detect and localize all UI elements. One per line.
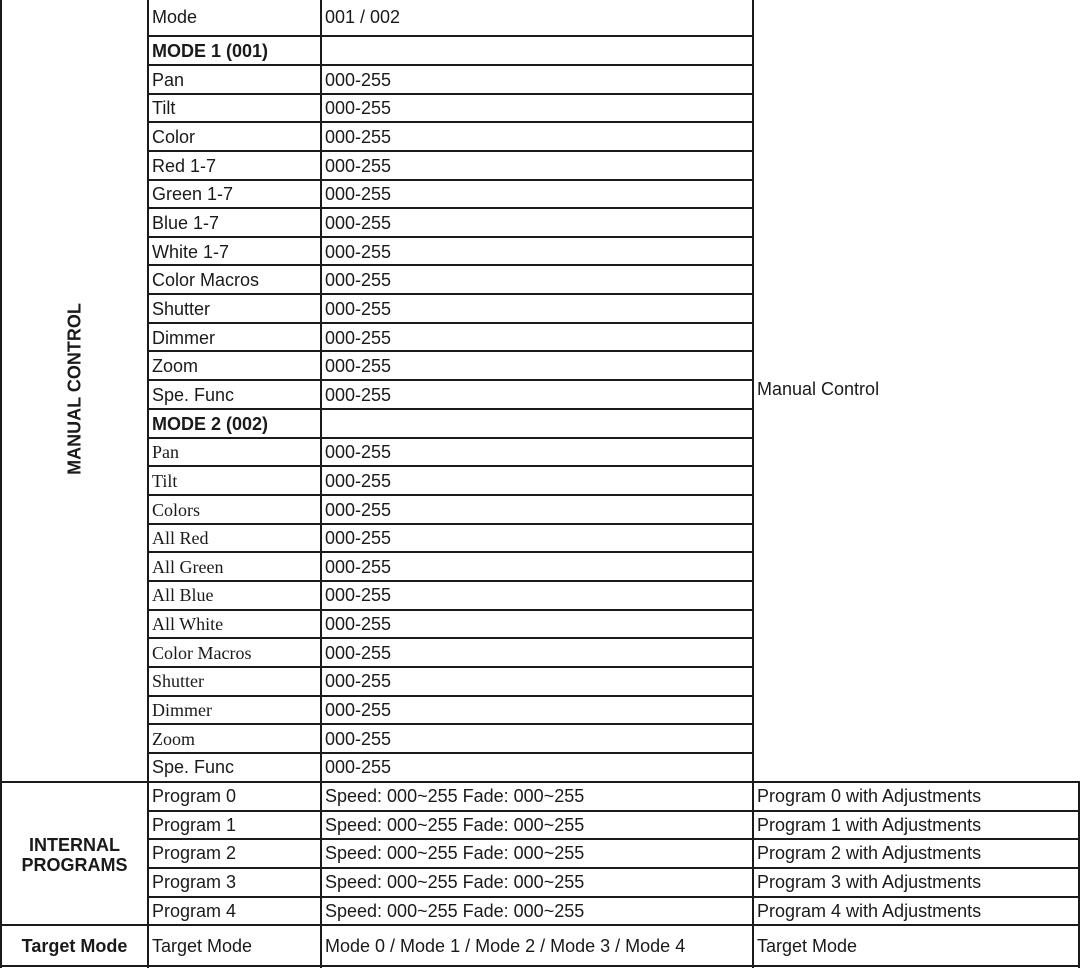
program-label: Program 3 — [152, 872, 237, 892]
row-divider — [147, 810, 1080, 812]
row-divider — [147, 121, 754, 123]
row-divider — [147, 580, 754, 582]
row-value: 000-255 — [325, 757, 392, 777]
row-divider — [147, 437, 754, 439]
target-mode-label: Target Mode — [152, 936, 253, 956]
program-label: Program 4 — [152, 901, 237, 921]
row-value: 000-255 — [325, 729, 392, 749]
row-label: Shutter — [152, 671, 204, 691]
row-divider — [147, 867, 1080, 869]
program-description: Program 2 with Adjustments — [757, 843, 982, 863]
program-value: Speed: 000~255 Fade: 000~255 — [325, 815, 585, 835]
target-mode-value: Mode 0 / Mode 1 / Mode 2 / Mode 3 / Mode 4 — [325, 936, 686, 956]
row-label: Tilt — [152, 471, 178, 491]
section-label-internal-programs — [2, 835, 147, 875]
program-value: Speed: 000~255 Fade: 000~255 — [325, 786, 585, 806]
section-divider — [0, 781, 1080, 783]
row-value: 000-255 — [325, 98, 392, 118]
row-divider — [147, 379, 754, 381]
row-label: Red 1-7 — [152, 156, 217, 176]
row-value: 000-255 — [325, 585, 392, 605]
row-divider — [147, 293, 754, 295]
row-value: 000-255 — [325, 385, 392, 405]
column-divider — [320, 0, 322, 968]
row-divider — [147, 150, 754, 152]
section-label-manual-control: MANUAL CONTROL — [64, 303, 85, 475]
row-label: Pan — [152, 70, 185, 90]
row-divider — [147, 93, 754, 95]
row-label: Mode — [152, 7, 198, 27]
section-divider — [0, 924, 1080, 926]
row-divider — [147, 666, 754, 668]
row-label: Green 1-7 — [152, 184, 234, 204]
row-label: All Blue — [152, 585, 214, 605]
row-value: 000-255 — [325, 442, 392, 462]
row-divider — [147, 637, 754, 639]
program-value: Speed: 000~255 Fade: 000~255 — [325, 843, 585, 863]
row-value: 000-255 — [325, 299, 392, 319]
row-label: All White — [152, 614, 224, 634]
row-divider — [147, 896, 1080, 898]
column-divider — [147, 0, 149, 968]
row-label: Zoom — [152, 729, 195, 749]
row-value: 000-255 — [325, 471, 392, 491]
row-divider — [147, 695, 754, 697]
manual-control-description: Manual Control — [757, 379, 880, 399]
row-label: All Green — [152, 557, 224, 577]
row-label: Dimmer — [152, 700, 212, 720]
mode-1-header: MODE 1 (001) — [152, 41, 269, 61]
row-label: White 1-7 — [152, 242, 230, 262]
row-value: 000-255 — [325, 557, 392, 577]
column-divider — [752, 0, 754, 968]
mode-2-header: MODE 2 (002) — [152, 414, 269, 434]
row-value: 000-255 — [325, 242, 392, 262]
row-value: 000-255 — [325, 328, 392, 348]
row-divider — [147, 35, 754, 37]
row-value: 000-255 — [325, 213, 392, 233]
section-label-target-mode: Target Mode — [21, 936, 128, 956]
row-value: 000-255 — [325, 528, 392, 548]
row-label: Pan — [152, 442, 179, 462]
row-label: Color Macros — [152, 643, 252, 663]
row-divider — [147, 264, 754, 266]
row-divider — [147, 609, 754, 611]
row-value: 000-255 — [325, 614, 392, 634]
row-divider — [147, 494, 754, 496]
row-divider — [147, 322, 754, 324]
row-divider — [147, 350, 754, 352]
program-description: Program 1 with Adjustments — [757, 815, 982, 835]
table-border-bottom — [0, 965, 1080, 967]
row-divider — [147, 408, 754, 410]
row-divider — [147, 64, 754, 66]
program-description: Program 4 with Adjustments — [757, 901, 982, 921]
row-value: 000-255 — [325, 127, 392, 147]
row-divider — [147, 179, 754, 181]
row-value: 000-255 — [325, 671, 392, 691]
program-description: Program 3 with Adjustments — [757, 872, 982, 892]
row-divider — [147, 723, 754, 725]
program-description: Program 0 with Adjustments — [757, 786, 982, 806]
row-divider — [147, 236, 754, 238]
section-label-line: INTERNAL — [29, 835, 120, 855]
program-value: Speed: 000~255 Fade: 000~255 — [325, 901, 585, 921]
row-label: Dimmer — [152, 328, 215, 348]
section-label-line: PROGRAMS — [21, 855, 128, 875]
row-divider — [147, 207, 754, 209]
program-label: Program 2 — [152, 843, 237, 863]
row-label: Spe. Func — [152, 757, 235, 777]
row-label: Colors — [152, 500, 201, 520]
row-value: 000-255 — [325, 184, 392, 204]
row-value: 000-255 — [325, 643, 392, 663]
row-value: 001 / 002 — [325, 7, 401, 27]
row-value: 000-255 — [325, 700, 392, 720]
target-mode-description: Target Mode — [757, 936, 858, 956]
row-value: 000-255 — [325, 70, 392, 90]
row-divider — [147, 523, 754, 525]
row-value: 000-255 — [325, 500, 392, 520]
program-value: Speed: 000~255 Fade: 000~255 — [325, 872, 585, 892]
program-label: Program 1 — [152, 815, 237, 835]
row-label: Shutter — [152, 299, 211, 319]
row-divider — [147, 838, 1080, 840]
row-value: 000-255 — [325, 270, 392, 290]
row-label: Spe. Func — [152, 385, 235, 405]
row-label: Color — [152, 127, 196, 147]
row-label: Tilt — [152, 98, 176, 118]
row-label: Color Macros — [152, 270, 260, 290]
row-label: Blue 1-7 — [152, 213, 220, 233]
table-border-left — [0, 0, 2, 968]
row-value: 000-255 — [325, 156, 392, 176]
row-divider — [147, 752, 754, 754]
row-label: All Red — [152, 528, 209, 548]
row-value: 000-255 — [325, 356, 392, 376]
row-label: Zoom — [152, 356, 199, 376]
program-label: Program 0 — [152, 786, 237, 806]
row-divider — [147, 465, 754, 467]
row-divider — [147, 551, 754, 553]
